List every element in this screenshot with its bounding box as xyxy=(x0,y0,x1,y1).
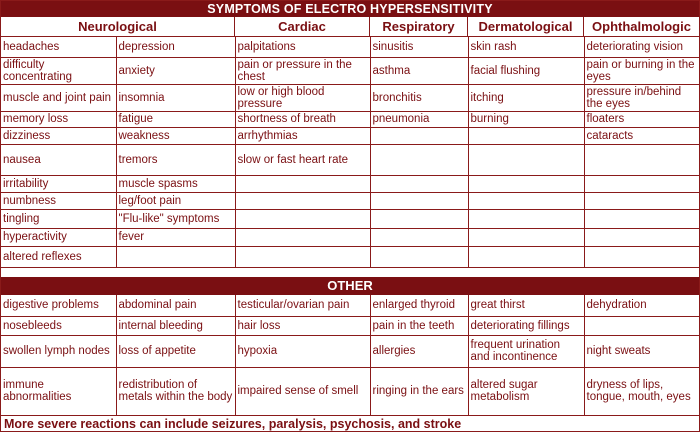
other-heading: OTHER xyxy=(1,277,699,295)
symptom-cell: pain in the teeth xyxy=(370,316,468,335)
symptom-cell: sinusitis xyxy=(370,37,468,57)
table-row xyxy=(1,57,699,84)
symptom-cell xyxy=(235,246,370,267)
symptom-cell: pneumonia xyxy=(370,111,468,127)
symptom-cell: hair loss xyxy=(235,316,370,335)
symptom-cell: leg/foot pain xyxy=(116,192,235,209)
symptom-cell: swollen lymph nodes xyxy=(1,335,116,367)
symptom-cell: fever xyxy=(116,228,235,246)
symptom-cell: great thirst xyxy=(468,295,584,316)
symptom-cell: fatigue xyxy=(116,111,235,127)
symptom-cell: difficulty concentrating xyxy=(1,57,116,84)
table-row xyxy=(1,316,699,335)
symptom-cell xyxy=(584,144,699,175)
symptom-cell: palpitations xyxy=(235,37,370,57)
symptom-cell xyxy=(370,192,468,209)
symptom-cell: nausea xyxy=(1,144,116,175)
table-row xyxy=(1,295,699,316)
symptom-cell: hyperactivity xyxy=(1,228,116,246)
symptom-cell: immune abnormalities xyxy=(1,367,116,415)
symptom-cell: pressure in/behind the eyes xyxy=(584,84,699,111)
symptom-cell: enlarged thyroid xyxy=(370,295,468,316)
table-row xyxy=(1,37,699,57)
symptom-cell: deteriorating vision xyxy=(584,37,699,57)
symptom-cell xyxy=(468,228,584,246)
symptom-cell xyxy=(584,209,699,228)
symptom-cell: itching xyxy=(468,84,584,111)
symptom-cell: asthma xyxy=(370,57,468,84)
symptom-cell: "Flu-like" symptoms xyxy=(116,209,235,228)
symptom-cell: dryness of lips, tongue, mouth, eyes xyxy=(584,367,699,415)
symptom-cell: facial flushing xyxy=(468,57,584,84)
symptom-cell xyxy=(370,228,468,246)
symptom-cell: hypoxia xyxy=(235,335,370,367)
symptom-cell: pain or burning in the eyes xyxy=(584,57,699,84)
symptom-cell xyxy=(468,246,584,267)
symptom-cell xyxy=(468,144,584,175)
symptom-cell: internal bleeding xyxy=(116,316,235,335)
table-row xyxy=(1,192,699,209)
symptom-cell xyxy=(235,228,370,246)
symptom-cell: low or high blood pressure xyxy=(235,84,370,111)
symptom-cell xyxy=(235,175,370,192)
symptom-cell xyxy=(584,316,699,335)
chart-title: SYMPTOMS OF ELECTRO HYPERSENSITIVITY xyxy=(1,1,699,17)
symptom-cell xyxy=(370,175,468,192)
table-row xyxy=(1,127,699,144)
symptom-cell: redistribution of metals within the body xyxy=(116,367,235,415)
category-respiratory: Respiratory xyxy=(370,17,468,36)
symptom-cell: floaters xyxy=(584,111,699,127)
symptom-cell: dizziness xyxy=(1,127,116,144)
symptom-cell xyxy=(584,192,699,209)
symptom-cell: cataracts xyxy=(584,127,699,144)
symptom-cell: impaired sense of smell xyxy=(235,367,370,415)
table-row xyxy=(1,175,699,192)
symptom-cell: deteriorating fillings xyxy=(468,316,584,335)
symptom-cell: night sweats xyxy=(584,335,699,367)
symptom-cell: memory loss xyxy=(1,111,116,127)
table-row xyxy=(1,84,699,111)
symptom-cell: abdominal pain xyxy=(116,295,235,316)
symptom-cell: dehydration xyxy=(584,295,699,316)
symptom-cell xyxy=(584,246,699,267)
symptom-cell: irritability xyxy=(1,175,116,192)
symptom-cell: digestive problems xyxy=(1,295,116,316)
table-row xyxy=(1,144,699,175)
other-symptom-table xyxy=(1,295,699,416)
table-row xyxy=(1,335,699,367)
table-row xyxy=(1,367,699,415)
symptom-cell: pain or pressure in the chest xyxy=(235,57,370,84)
symptom-cell xyxy=(116,246,235,267)
symptom-cell: altered reflexes xyxy=(1,246,116,267)
symptom-cell: burning xyxy=(468,111,584,127)
table-row xyxy=(1,246,699,267)
symptom-cell: slow or fast heart rate xyxy=(235,144,370,175)
symptom-cell: muscle and joint pain xyxy=(1,84,116,111)
symptom-cell xyxy=(370,246,468,267)
symptom-cell: headaches xyxy=(1,37,116,57)
symptom-cell: tingling xyxy=(1,209,116,228)
symptom-cell: altered sugar metabolism xyxy=(468,367,584,415)
symptom-cell: frequent urination and incontinence xyxy=(468,335,584,367)
symptom-table xyxy=(1,37,699,268)
symptom-cell xyxy=(370,144,468,175)
category-neurological: Neurological xyxy=(1,17,235,36)
symptom-cell: weakness xyxy=(116,127,235,144)
category-cardiac: Cardiac xyxy=(235,17,370,36)
symptom-cell xyxy=(468,192,584,209)
symptom-cell xyxy=(235,209,370,228)
symptom-cell xyxy=(468,175,584,192)
table-row xyxy=(1,228,699,246)
category-dermatological: Dermatological xyxy=(468,17,584,36)
table-row xyxy=(1,209,699,228)
symptom-cell: insomnia xyxy=(116,84,235,111)
symptom-cell: skin rash xyxy=(468,37,584,57)
severe-reactions-note: More severe reactions can include seizures, paralysis, psychosis, and stroke xyxy=(1,415,699,431)
symptom-cell: shortness of breath xyxy=(235,111,370,127)
symptom-cell: tremors xyxy=(116,144,235,175)
category-ophthalmologic: Ophthalmologic xyxy=(592,19,691,34)
symptom-cell: depression xyxy=(116,37,235,57)
symptom-cell: muscle spasms xyxy=(116,175,235,192)
symptom-cell xyxy=(584,228,699,246)
symptom-cell: bronchitis xyxy=(370,84,468,111)
symptom-cell xyxy=(584,175,699,192)
symptom-cell: allergies xyxy=(370,335,468,367)
symptom-cell xyxy=(235,192,370,209)
symptom-cell: anxiety xyxy=(116,57,235,84)
symptom-cell: ringing in the ears xyxy=(370,367,468,415)
category-header-row xyxy=(1,17,699,37)
symptom-cell xyxy=(468,209,584,228)
symptom-cell: numbness xyxy=(1,192,116,209)
symptom-cell: testicular/ovarian pain xyxy=(235,295,370,316)
table-row xyxy=(1,111,699,127)
symptom-cell: loss of appetite xyxy=(116,335,235,367)
symptom-cell xyxy=(370,209,468,228)
symptom-cell: arrhythmias xyxy=(235,127,370,144)
symptom-cell: nosebleeds xyxy=(1,316,116,335)
symptom-cell xyxy=(468,127,584,144)
symptom-cell xyxy=(370,127,468,144)
